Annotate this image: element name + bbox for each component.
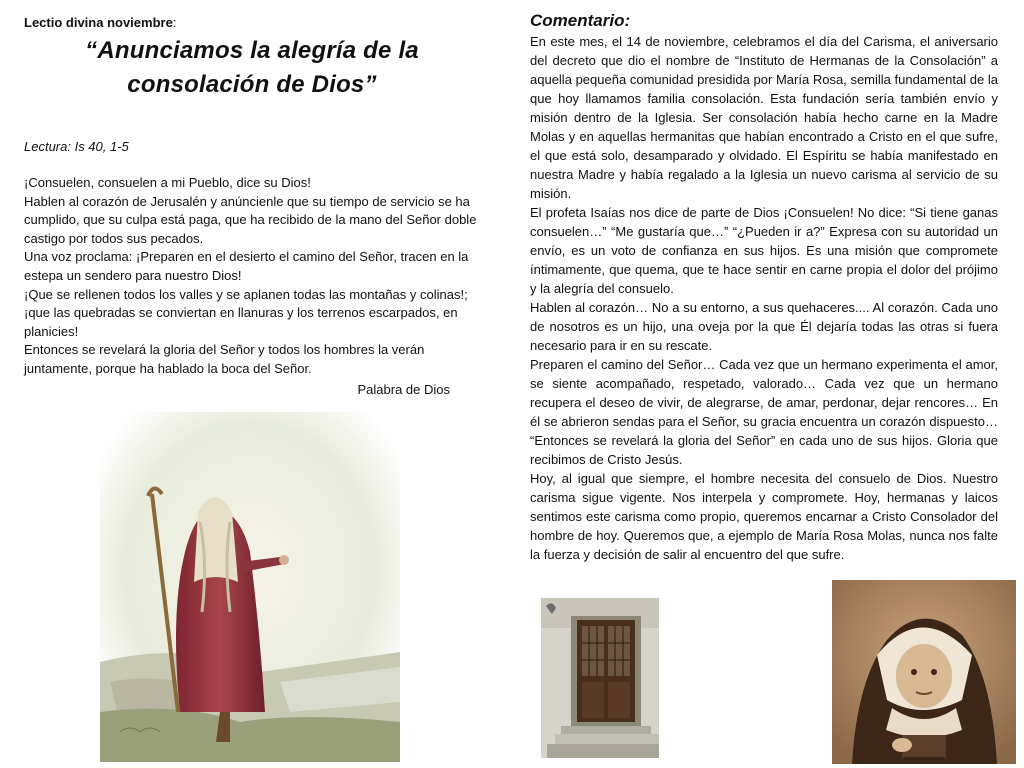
reading-line: Una voz proclama: ¡Preparen en el desierto el camino del Señor, tracen en la estepa un sendero para nuestro Dios!: [24, 249, 469, 283]
comment-paragraph: Hablen al corazón… No a su entorno, a sus quehaceres.... Al corazón. Cada uno de nosotros es un hijo, una oveja por la que Él dejaría todas las otras si fuera necesario para ir en su rescate.: [530, 300, 998, 353]
page-title: [24, 34, 480, 102]
prophet-illustration: [100, 412, 400, 762]
comment-column: [530, 10, 998, 564]
wooden-door-photo: [541, 598, 659, 758]
reading-line: ¡Consuelen, consuelen a mi Pueblo, dice su Dios!: [24, 175, 311, 190]
comment-paragraph: Hoy, al igual que siempre, el hombre necesita del consuelo de Dios. Nuestro carisma sigue vigente. Nos interpela y compromete. Hoy, hermanas y laicos sentimos este carisma como propio, queremos encarnar a Cristo Consolador del hombre de hoy. Queremos que, a ejemplo de María Rosa Molas, nunca nos falte la fuerza y decisión de salir al encuentro del que sufre.: [530, 471, 998, 562]
reading-column: [24, 14, 480, 399]
lectio-label-bold: Lectio divina noviembre: [24, 15, 173, 30]
reading-reference: Lectura: Is 40, 1-5: [24, 139, 129, 154]
comment-text: [530, 32, 998, 564]
reading-line: ¡Que se rellenen todos los valles y se aplanen todas las montañas y colinas!; ¡que las quebradas se conviertan en llanuras y los terrenos escarpados, en planicies!: [24, 286, 468, 339]
reading-line: Hablen al corazón de Jerusalén y anúncienle que su tiempo de servicio se ha cumplido, que su culpa está paga, que ha recibido de la mano del Señor doble castigo por todos sus pecados.: [24, 193, 477, 246]
prophet-illustration-svg: [100, 412, 400, 762]
comment-paragraph: Preparen el camino del Señor… Cada vez que un hermano experimenta el amor, se siente acompañado, respetado, valorado… Cada vez que un hermano recupera el deseo de vivir, de alegrarse, de amar, perdonar, dejar rencores… En él se abrieron sendas para el Señor, su gracia encuentra un corazón dispuesto… “Entonces se revelará la gloria del Señor” en cada uno de sus hijos. Gloria que recibimos de Cristo Jesús.: [530, 357, 998, 467]
page-title-line-2: consolación de Dios”: [127, 71, 377, 98]
nun-portrait-photo: [832, 580, 1016, 764]
comment-paragraph: El profeta Isaías nos dice de parte de Dios ¡Consuelen! No dice: “Si tiene ganas consuelen…” “Me gustaría que…” “¿Pueden ir a?” Expresa con su autoridad un envío, es un voto de confianza en sus hijos. Es una misión que compromete íntimamente, que quema, que te hace sentir en carne propia el dolor del prójimo y la alegría del consuelo.: [530, 205, 998, 296]
reading-signature: Palabra de Dios: [357, 381, 450, 397]
page-title-line-1: “Anunciamos la alegría de la: [85, 37, 419, 64]
comment-title: Comentario:: [530, 11, 631, 30]
comment-paragraph: En este mes, el 14 de noviembre, celebramos el día del Carisma, el aniversario del decreto que dio el nombre de “Instituto de Hermanas de la Consolación” a aquella pequeña comunidad presidida por María Rosa, semilla fundamental de la que hoy llamamos familia consolación. Esta fundación sería también envío y misión dentro de la Iglesia. Ser consolación había hecho carne en la Madre Molas y en aquellas hermanitas que habían encontrado a Cristo en el que sufre, el que está solo, desamparado y olvidado. El Espíritu se había manifestado en nuestra Madre y había regalado a la Iglesia un nuevo carisma al servicio de su misión.: [530, 34, 998, 201]
lectio-label: [24, 14, 480, 32]
reading-line: Entonces se revelará la gloria del Señor y todos los hombres la verán juntamente, porque ha hablado la boca del Señor.: [24, 342, 425, 376]
door-photo-svg: [541, 598, 659, 758]
nun-portrait-svg: [832, 580, 1016, 764]
lectio-label-colon: :: [172, 15, 177, 30]
reading-text: [24, 174, 480, 399]
